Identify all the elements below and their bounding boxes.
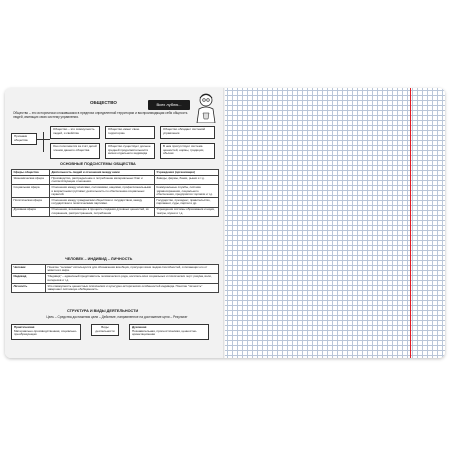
table-cell: Духовная сфера	[12, 207, 50, 216]
table-row	[12, 176, 219, 185]
sign-box-6: В нем присутствует система ценностей, нормы, традиции, обычаи	[160, 143, 215, 159]
table-cell: Отношения между классами, сословиями, нациями, профессиональными и возрастными группами; деятельность по обеспечению социальных гарантий.	[50, 185, 155, 198]
connector	[43, 132, 44, 152]
term-text: Это совокупность ценностных психических и культурно-исторических особенностей индивида. Понятие "личность" завершает системную обобщённость.	[46, 283, 219, 292]
notebook-spread	[5, 88, 445, 358]
table-cell: Государство, президент, правительство, парламент, суды, партии и др.	[155, 198, 219, 207]
section-activity-title: СТРУКТУРА И ВИДЫ ДЕЯТЕЛЬНОСТИ	[67, 309, 139, 313]
table-row	[12, 283, 219, 292]
term-text: "Индивид" – единичный представитель человеческого рода, носитель всех социальных и психических черт: разума, воли, интересов и т.д.	[46, 274, 219, 283]
terms-table	[11, 264, 219, 293]
table-cell: Политическая сфера	[12, 198, 50, 207]
table-row	[12, 207, 219, 216]
speech-bubble: Всех лублю...	[148, 100, 190, 110]
table-header: Деятельность людей и отношения между ними	[50, 170, 155, 176]
table-cell: Производство, распределение и потребление материальных благ и соответствующие отношения.	[50, 176, 155, 185]
sign-box-3: Общество обладает системой управления	[160, 126, 215, 139]
section-person-title: ЧЕЛОВЕК – ИНДИВИД – ЛИЧНОСТЬ	[65, 257, 133, 261]
society-definition: Общество – это исторически сложившаяся в пределах определенной территории и воспроизводящая себя общность людей, имеющих свою систему управления.	[13, 111, 188, 119]
sign-box-5: Общество существует дольше средней продолжительности жизни отдельного индивида	[105, 143, 155, 159]
table-cell: Экономическая сфера	[12, 176, 50, 185]
scholar-illustration	[193, 91, 219, 123]
subsystems-table	[11, 169, 219, 217]
left-page-cheatsheet	[5, 88, 225, 358]
activity-types-label: Виды деятельности	[91, 324, 119, 336]
right-page-grid	[225, 88, 445, 358]
sign-box-2: Общество имеет свою территорию	[105, 126, 155, 139]
table-row	[12, 198, 219, 207]
term-label: Личность	[12, 283, 46, 292]
table-cell: Учреждения системы образования и науки, театры, музеи и т.д.	[155, 207, 219, 216]
activity-practical: Практическая Материально-производственная, социально-преобразующая	[11, 324, 81, 340]
sign-box-1: Общество – это совокупность людей, и свойства	[50, 126, 100, 139]
table-cell: Коммунальные службы, система здравоохранения, социального обеспечения, предприятия торговли и т.д.	[155, 185, 219, 198]
term-label: Индивид	[12, 274, 46, 283]
table-row	[12, 185, 219, 198]
table-row	[12, 274, 219, 283]
section-subsystems-title: ОСНОВНЫЕ ПОДСИСТЕМЫ ОБЩЕСТВА	[60, 162, 136, 166]
table-header: Сферы общества	[12, 170, 50, 176]
activity-structure: Цель – Средства достижения цели – Действие, направленное на достижение цели – Результат	[46, 315, 188, 319]
table-cell: Социальная сфера	[12, 185, 50, 198]
red-margin-line	[410, 88, 411, 358]
table-cell: Отношения между гражданским обществом и государством, между государством и политическими партиями.	[50, 198, 155, 207]
activity-spiritual: Духовная Познавательная, прогностическая, ценностно-ориентационная	[129, 324, 209, 340]
term-label: Человек	[12, 265, 46, 274]
table-cell: Отношения, возникающие в процессе создания духовных ценностей, их сохранения, распространения, потребления	[50, 207, 155, 216]
table-cell: Заводы, фирмы, банки, рынки и т.д.	[155, 176, 219, 185]
term-text: Понятие "человек" используется для обозначения всеобщих, присущих всем людям способностей, отличающих его от животного мира.	[46, 265, 219, 274]
table-row	[12, 265, 219, 274]
page-title: ОБЩЕСТВО	[90, 100, 117, 105]
sign-box-4: Оно пополняется за счёт детей членов данного общества	[50, 143, 100, 159]
table-header: Учреждения (организации)	[155, 170, 219, 176]
signs-label: Признаки общества	[11, 133, 37, 145]
